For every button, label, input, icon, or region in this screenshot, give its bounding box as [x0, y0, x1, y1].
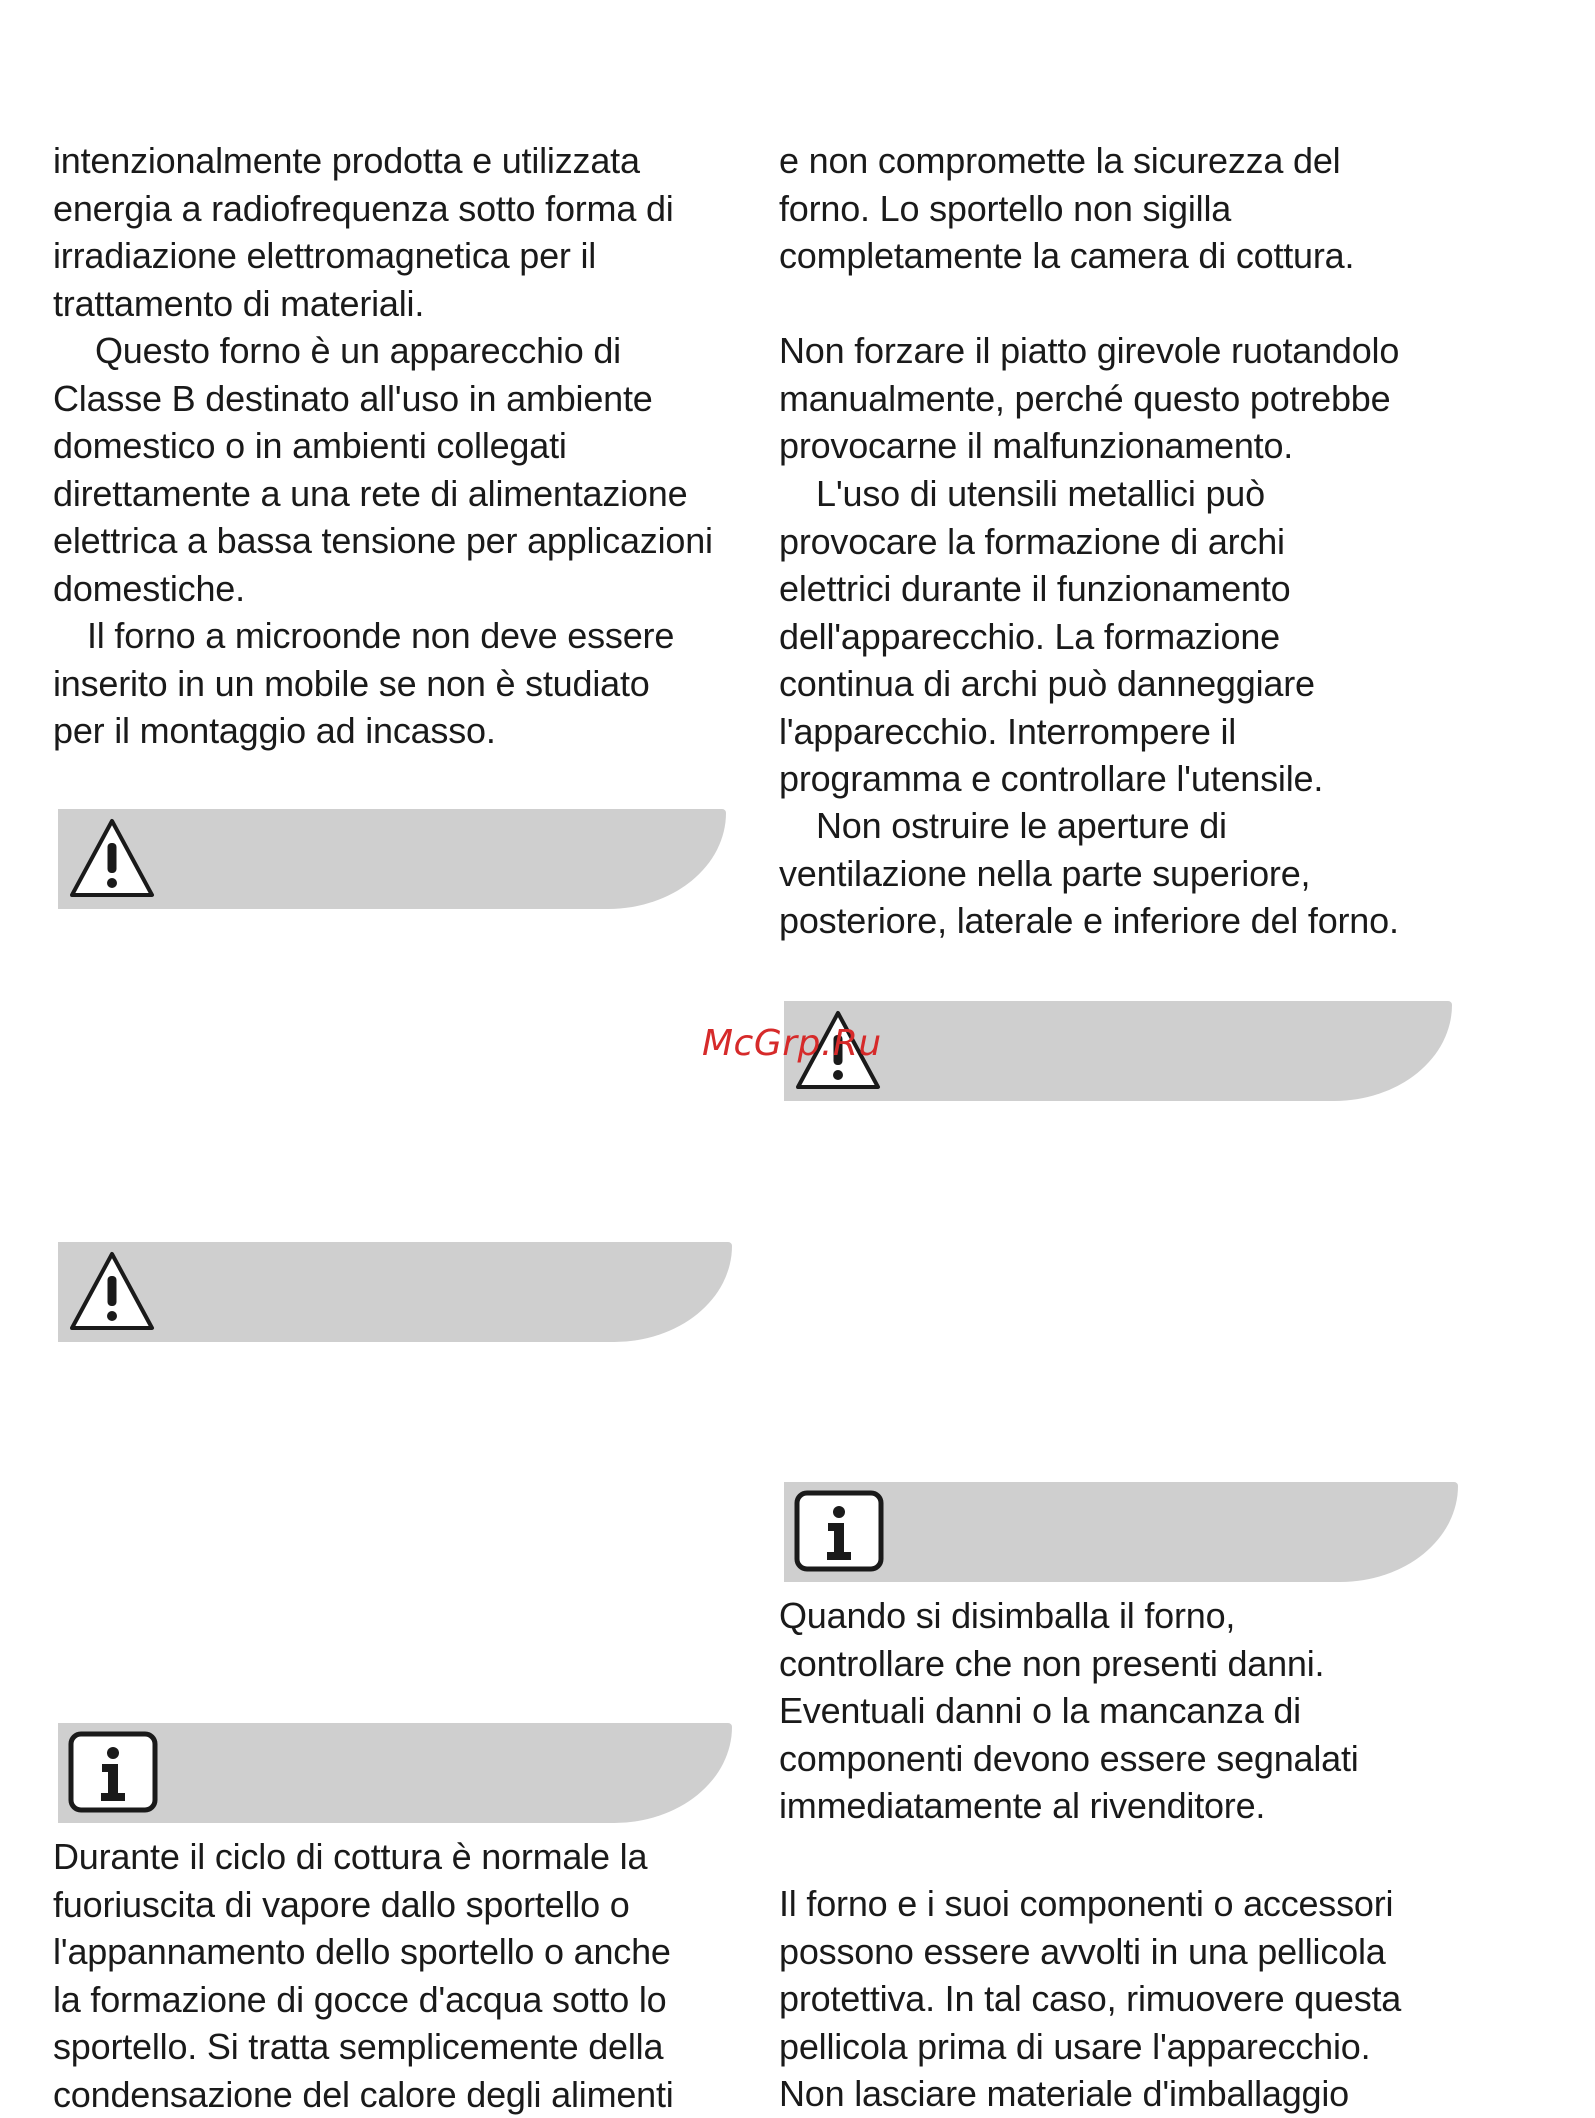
watermark-text: McGrp.Ru: [702, 1023, 882, 1064]
text-line: inserito in un mobile se non è studiato: [53, 662, 650, 704]
text-line: controllare che non presenti danni.: [779, 1642, 1325, 1684]
text-line: l'apparecchio. Interrompere il: [779, 710, 1237, 752]
text-line: l'appannamento dello sportello o anche: [53, 1931, 671, 1972]
text-line: domestico o in ambienti collegati: [53, 425, 567, 466]
text-line: immediatamente al rivenditore.: [779, 1785, 1266, 1826]
text-line: condensazione del calore degli alimenti: [53, 2073, 674, 2115]
text-line: Il forno a microonde non deve essere: [87, 615, 675, 656]
text-line: elettrici durante il funzionamento: [779, 568, 1291, 609]
text-line: continua di archi può danneggiare: [779, 663, 1315, 704]
warning-triangle-icon: [68, 817, 156, 901]
text-line: componenti devono essere segnalati: [779, 1737, 1359, 1779]
text-line: posteriore, laterale e inferiore del forno.: [779, 900, 1399, 941]
text-line: elettrica a bassa tensione per applicazioni: [53, 520, 713, 561]
right-paragraph-3: [779, 470, 1323, 803]
text-line: la formazione di gocce d'acqua sotto lo: [53, 1978, 667, 2020]
text-line: domestiche.: [53, 567, 245, 609]
text-line: Durante il ciclo di cottura è normale la: [53, 1836, 648, 1877]
left-paragraph-1: [53, 137, 674, 327]
text-line: per il montaggio ad incasso.: [53, 710, 496, 751]
text-line: ventilazione nella parte superiore,: [779, 852, 1311, 894]
right-paragraph-6: [779, 1880, 1401, 2118]
text-line: intenzionalmente prodotta e utilizzata: [53, 140, 640, 181]
left-paragraph-3: [53, 612, 674, 755]
left-paragraph-2: [53, 327, 713, 612]
info-icon: [794, 1490, 884, 1574]
text-line: manualmente, perché questo potrebbe: [779, 377, 1391, 419]
text-line: forno. Lo sportello non sigilla: [779, 187, 1232, 229]
warning-banner: [784, 1001, 1452, 1101]
right-paragraph-5: [779, 1592, 1359, 1830]
text-line: Eventuali danni o la mancanza di: [779, 1690, 1301, 1731]
warning-banner: [58, 809, 726, 909]
text-line: L'uso di utensili metallici può: [816, 473, 1265, 514]
right-paragraph-1: [779, 137, 1354, 280]
text-line: trattamento di materiali.: [53, 282, 425, 324]
text-line: pellicola prima di usare l'apparecchio.: [779, 2025, 1371, 2067]
text-line: Quando si disimballa il forno,: [779, 1595, 1236, 1636]
text-line: Il forno e i suoi componenti o accessori: [779, 1883, 1394, 1924]
text-line: Classe B destinato all'uso in ambiente: [53, 377, 653, 419]
warning-triangle-icon: [68, 1250, 156, 1334]
text-line: provocare la formazione di archi: [779, 520, 1285, 562]
right-paragraph-2: [779, 327, 1399, 470]
text-line: Questo forno è un apparecchio di: [95, 330, 621, 371]
info-icon: [68, 1731, 158, 1815]
text-line: irradiazione elettromagnetica per il: [53, 235, 597, 276]
text-line: e non compromette la sicurezza del: [779, 140, 1341, 181]
text-line: Non lasciare materiale d'imballaggio: [779, 2073, 1349, 2114]
text-line: possono essere avvolti in una pellicola: [779, 1930, 1386, 1972]
right-paragraph-4: [779, 802, 1399, 945]
text-line: provocarne il malfunzionamento.: [779, 425, 1294, 466]
text-line: protettiva. In tal caso, rimuovere questa: [779, 1978, 1402, 2019]
info-banner: [784, 1482, 1458, 1582]
text-line: completamente la camera di cottura.: [779, 235, 1355, 276]
text-line: sportello. Si tratta semplicemente della: [53, 2026, 664, 2067]
text-line: Non forzare il piatto girevole ruotandolo: [779, 330, 1400, 371]
text-line: programma e controllare l'utensile.: [779, 758, 1324, 799]
text-line: Non ostruire le aperture di: [816, 805, 1227, 846]
text-line: energia a radiofrequenza sotto forma di: [53, 187, 674, 229]
info-banner: [58, 1723, 732, 1823]
warning-banner: [58, 1242, 732, 1342]
text-line: dell'apparecchio. La formazione: [779, 615, 1280, 657]
text-line: fuoriuscita di vapore dallo sportello o: [53, 1883, 630, 1925]
left-paragraph-4: [53, 1833, 674, 2118]
text-line: direttamente a una rete di alimentazione: [53, 472, 688, 514]
